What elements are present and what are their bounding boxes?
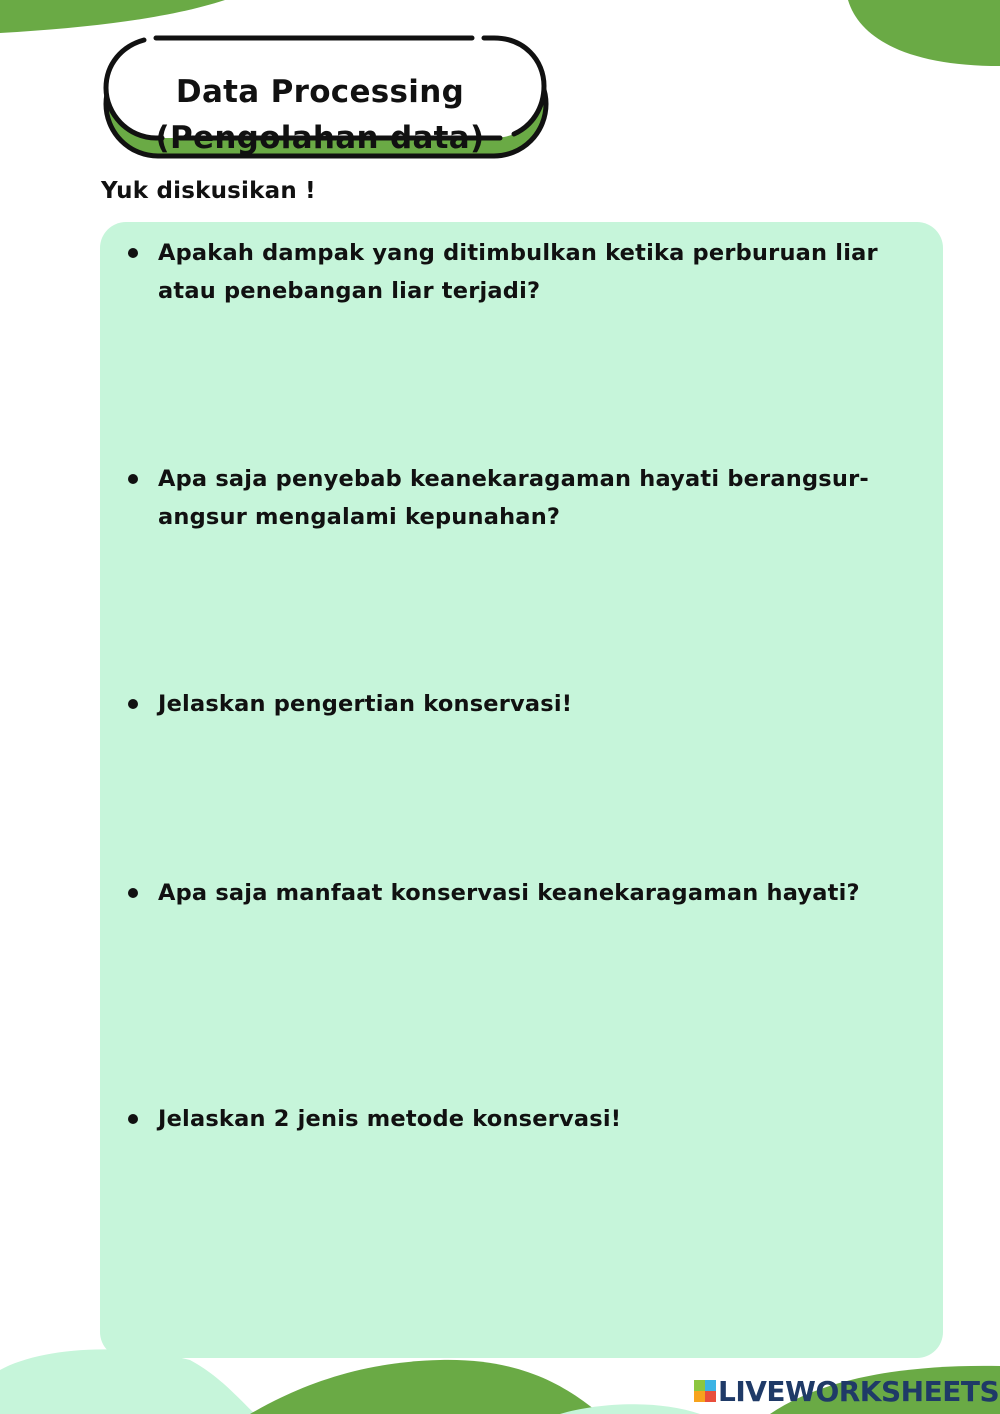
liveworksheets-logo-icon (694, 1380, 716, 1402)
question-text: Apakah dampak yang ditimbulkan ketika perburuan liar atau penebangan liar terjadi? (158, 240, 878, 304)
question-item (128, 874, 928, 912)
discussion-prompt: Yuk diskusikan ! (101, 178, 316, 204)
brand-wordmark: LIVEWORKSHEETS (718, 1374, 1000, 1408)
question-item (128, 234, 928, 310)
bullet-icon (128, 888, 138, 898)
title-badge (100, 34, 552, 164)
page-title-line-1: Data Processing (175, 74, 465, 110)
question-item (128, 460, 928, 536)
bullet-icon (128, 474, 138, 484)
question-item (128, 1100, 928, 1138)
top-right-decor-blob (840, 0, 1000, 70)
bullet-icon (128, 699, 138, 709)
bullet-icon (128, 248, 138, 258)
page-title-line-2: (Pengolahan data) (155, 120, 485, 156)
question-item (128, 685, 928, 723)
question-text: Jelaskan 2 jenis metode konservasi! (158, 1106, 622, 1132)
question-text: Jelaskan pengertian konservasi! (158, 691, 573, 717)
question-text: Apa saja manfaat konservasi keanekaragaman hayati? (158, 880, 860, 906)
liveworksheets-brand (694, 1376, 999, 1406)
question-panel (100, 222, 943, 1358)
question-text: Apa saja penyebab keanekaragaman hayati berangsur-angsur mengalami kepunahan? (158, 466, 869, 530)
bullet-icon (128, 1114, 138, 1124)
